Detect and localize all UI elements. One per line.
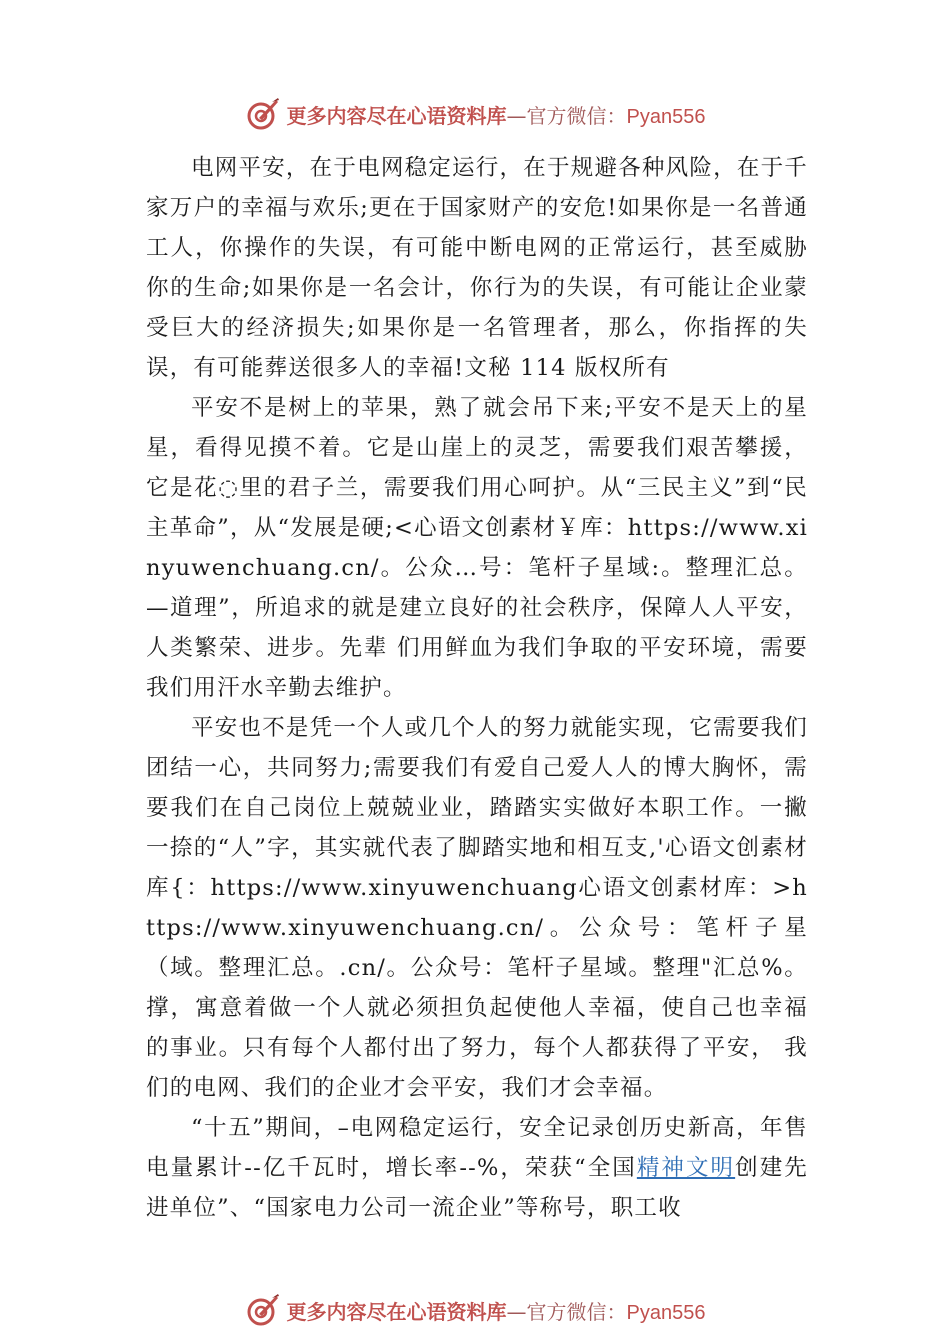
paragraph-3: 平安也不是凭一个人或几个人的努力就能实现，它需要我们团结一心，共同努力;需要我们有爱自己爱人人的博大胸怀，需要我们在自己岗位上兢兢业业，踏踏实实做好本职工作。一撇一捺的“人”字，其实就代表了脚踏实地和相互支,'心语文创素材库{：https://www.xinyuwenchuang心语文创素材库：>https://www.xinyuwenchuang.cn/。公众号：笔杆子星（域。整理汇总。.cn/。公众号：笔杆子星域。整理"汇总%。撑，寓意着做一个人就必须担负起使他人幸福，使自己也幸福的事业。只有每个人都付出了努力，每个人都获得了平安， 我们的电网、我们的企业才会平安，我们才会幸福。 bbox=[146, 715, 808, 1101]
banner-wechat-label: —官方微信： bbox=[506, 1299, 627, 1324]
paragraph-4-text-end: 创建先进单位”、“国家电力公司一流企业”等称号，职工收 bbox=[146, 1155, 808, 1221]
footer-banner bbox=[0, 1290, 950, 1330]
header-banner bbox=[0, 94, 950, 134]
banner-wechat-label: —官方微信： bbox=[506, 103, 627, 128]
document-body bbox=[146, 148, 808, 1228]
quill-logo-icon bbox=[245, 1292, 281, 1328]
banner-site-name: 更多内容尽在心语资料库 bbox=[286, 103, 507, 128]
paragraph-1: 电网平安，在于电网稳定运行，在于规避各种风险，在于千家万户的幸福与欢乐;更在于国家财产的安危!如果你是一名普通工人，你操作的失误，有可能中断电网的正常运行，甚至威胁你的生命;如果你是一名会计，你行为的失误，有可能让企业蒙受巨大的经济损失;如果你是一名管理者，那么，你指挥的失误，有可能葬送很多人的幸福!文秘 114 版权所有 bbox=[146, 155, 808, 381]
banner-text bbox=[287, 100, 706, 129]
banner-text bbox=[287, 1296, 706, 1325]
paragraph-4-text-start: “十五”期间，–电网稳定运行，安全记录创历史新高，年售电量累计--亿千瓦时，增长率--%，荣获“全国 bbox=[146, 1115, 808, 1181]
spiritual-civilization-link[interactable]: 精神文明 bbox=[636, 1155, 736, 1181]
paragraph-2: 平安不是树上的苹果，熟了就会吊下来;平安不是天上的星星，看得见摸不着。它是山崖上的灵芝，需要我们艰苦攀援，它是花◌里的君子兰，需要我们用心呵护。从“三民主义”到“民主革命”，从“发展是硬;<心语文创素材￥库：https://www.xinyuwenchuang.cn/。公众…号：笔杆子星域:。整理汇总。—道理”，所追求的就是建立良好的社会秩序，保障人人平安，人类繁荣、进步。先辈 们用鲜血为我们争取的平安环境，需要我们用汗水辛勤去维护。 bbox=[146, 395, 808, 701]
paragraph-4 bbox=[146, 1108, 808, 1228]
banner-site-name: 更多内容尽在心语资料库 bbox=[286, 1299, 507, 1324]
banner-wechat-id: Pyan556 bbox=[626, 105, 706, 128]
banner-wechat-id: Pyan556 bbox=[626, 1301, 706, 1324]
quill-logo-icon bbox=[245, 96, 281, 132]
